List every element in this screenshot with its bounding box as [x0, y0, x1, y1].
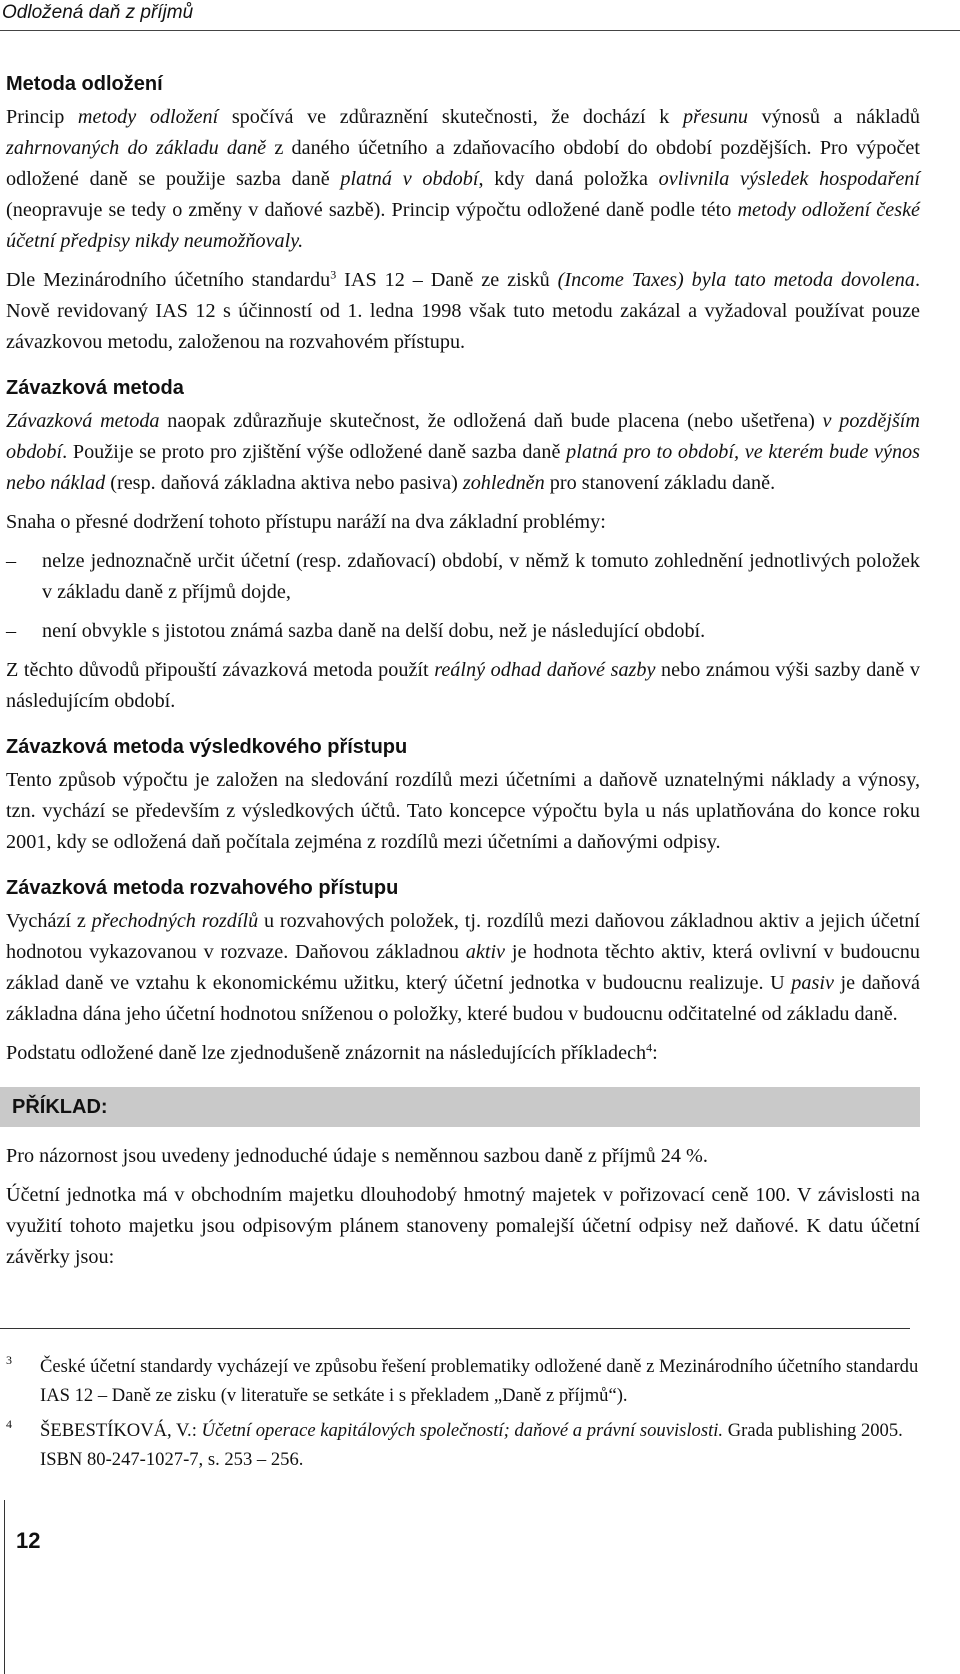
paragraph: Princip metody odložení spočívá ve zdůraznění skutečnosti, že dochází k přesunu výnosů a nákladů zahrnovaných do základu daně z daného účetního a zdaňovacího období do období pozdějších. Pro výpočet odložené daně se použije sazba daně platná v období, kdy daná položka ovlivnila výsledek hospodaření (neopravuje se tedy o změny v daňové sazbě). Princip výpočtu odložené daně podle této metody odložení české účetní předpisy nikdy neumožňovaly.: [6, 106, 921, 252]
dash-bullet: –: [6, 550, 17, 572]
footnote-divider: [0, 1328, 910, 1329]
section-vysledkovy-pristup: [6, 733, 920, 858]
running-header-title: Odložená daň z příjmů: [2, 2, 194, 23]
section-zavazkova-metoda: [6, 374, 920, 717]
running-header: [0, 0, 960, 31]
footnote-text: České účetní standardy vycházejí ve způsobu řešení problematiky odložené daně z Mezinárodního účetního standardu IAS 12 – Daně ze zisku (v literatuře se setkáte i s překladem „Daně z příjmů“).: [40, 1356, 919, 1406]
section-metoda-odlozeni: [6, 70, 920, 358]
paragraph: Pro názornost jsou uvedeny jednoduché údaje s neměnnou sazbou daně z příjmů 24 %.: [6, 1145, 708, 1167]
footnote: [0, 1352, 920, 1410]
footnote-text: ŠEBESTÍKOVÁ, V.: Účetní operace kapitálových společností; daňové a právní souvislosti. Grada publishing 2005. ISBN 80-247-1027-7, s. 253 – 256.: [40, 1420, 903, 1470]
page-number-rule: [4, 1500, 5, 1674]
footnote-ref: 3: [330, 267, 337, 282]
emphasis-text: v pozdějším období: [6, 410, 920, 463]
list-item-text: není obvykle s jistotou známá sazba daně na delší dobu, než je následující období.: [42, 620, 706, 642]
emphasis-text: pasiv: [791, 972, 834, 994]
emphasis-text: zohledněn: [462, 472, 545, 494]
emphasis-text: Závazková metoda: [6, 410, 160, 432]
emphasis-text: reálný odhad daňové sazby: [434, 659, 656, 681]
emphasis-text: metody odložení: [77, 106, 219, 128]
section-heading: Metoda odložení: [6, 73, 163, 95]
emphasis-text: aktiv: [465, 941, 506, 963]
section-heading: Závazková metoda rozvahového přístupu: [6, 877, 399, 899]
paragraph: Vychází z přechodných rozdílů u rozvahových položek, tj. rozdílů mezi daňovou základnou aktiv a jejich účetní hodnotou vykazovanou v rozvaze. Daňovou základnou aktiv je hodnota těchto aktiv, která ovlivní v budoucnu základ daně ve vztahu k ekonomickému užitku, který účetní jednotka v budoucnu realizuje. U pasiv je daňová základna dána jeho účetní hodnotou sníženou o položky, které budou v budoucnu odčitatelné od základu daně.: [6, 910, 920, 1025]
list-item: [6, 546, 920, 608]
section-rozvahovy-pristup: [6, 874, 920, 1069]
footnote-number: 3: [6, 1353, 12, 1367]
paragraph: Účetní jednotka má v obchodním majetku dlouhodobý hmotný majetek v pořizovací ceně 100. V závislosti na využití tohoto majetku jsou odpisovým plánem stanoveny pomalejší účetní odpisy než daňové. K datu účetní závěrky jsou:: [6, 1184, 920, 1268]
footnote: [0, 1416, 920, 1474]
footnote-number: 4: [6, 1417, 12, 1431]
emphasis-text: (Income Taxes) byla tato metoda dovolena: [557, 269, 915, 291]
list-item-text: nelze jednoznačně určit účetní (resp. zdaňovací) období, v němž k tomuto zohlednění jednotlivých položek v základu daně z příjmů dojde,: [42, 550, 920, 603]
emphasis-text: přesunu: [682, 106, 748, 128]
emphasis-text: platná v období: [340, 168, 479, 190]
emphasis-text: přechodných rozdílů: [91, 910, 259, 932]
dash-bullet: –: [6, 620, 17, 642]
emphasis-text: ovlivnila výsledek hospodaření: [658, 168, 921, 190]
paragraph: Tento způsob výpočtu je založen na sledování rozdílů mezi účetními a daňově uznatelnými náklady a výnosy, tzn. vychází se především z výsledkových účtů. Tato koncepce výpočtu byla u nás uplatňována do konce roku 2001, kdy se odložená daň počítala zejména z rozdílů mezi účetními a daňovými odpisy.: [6, 769, 920, 853]
section-heading: Závazková metoda výsledkového přístupu: [6, 736, 408, 758]
page-number: 12: [16, 1528, 41, 1553]
emphasis-text: metody odložení české účetní předpisy nikdy neumožňovaly.: [6, 199, 920, 252]
emphasis-text: platná pro to období, ve kterém bude výnos nebo náklad: [6, 441, 920, 494]
problem-list: [6, 546, 920, 647]
footnotes: [0, 1352, 920, 1480]
paragraph: Z těchto důvodů připouští závazková metoda použít reálný odhad daňové sazby nebo známou výši sazby daně v následujícím období.: [6, 659, 920, 712]
example-banner: [0, 1087, 920, 1127]
paragraph: Podstatu odložené daně lze zjednodušeně znázornit na následujících příkladech$^4$:: [6, 1040, 658, 1064]
example-title: PŘÍKLAD:: [12, 1096, 108, 1118]
emphasis-text: zahrnovaných do základu daně: [6, 137, 267, 159]
emphasis-text: Účetní operace kapitálových společností; daňové a právní souvislosti.: [201, 1420, 724, 1441]
paragraph: Snaha o přesné dodržení tohoto přístupu naráží na dva základní problémy:: [6, 511, 606, 533]
paragraph: Dle Mezinárodního účetního standardu$^3$ IAS 12 – Daně ze zisků (Income Taxes) byla tato metoda dovolena. Nově revidovaný IAS 12 s účinností od 1. ledna 1998 však tuto metodu zakázal a vyžadoval používat pouze závazkovou metodu, založenou na rozvahovém přístupu.: [6, 267, 921, 353]
paragraph: Závazková metoda naopak zdůrazňuje skutečnost, že odložená daň bude placena (nebo ušetřena) v pozdějším období. Použije se proto pro zjištění výše odložené daně sazba daně platná pro to období, ve kterém bude výnos nebo náklad (resp. daňová základna aktiva nebo pasiva) zohledněn pro stanovení základu daně.: [6, 410, 920, 494]
list-item: [6, 616, 920, 647]
main-content: [6, 70, 920, 1281]
footnote-ref: 4: [646, 1040, 653, 1055]
section-heading: Závazková metoda: [6, 377, 184, 399]
